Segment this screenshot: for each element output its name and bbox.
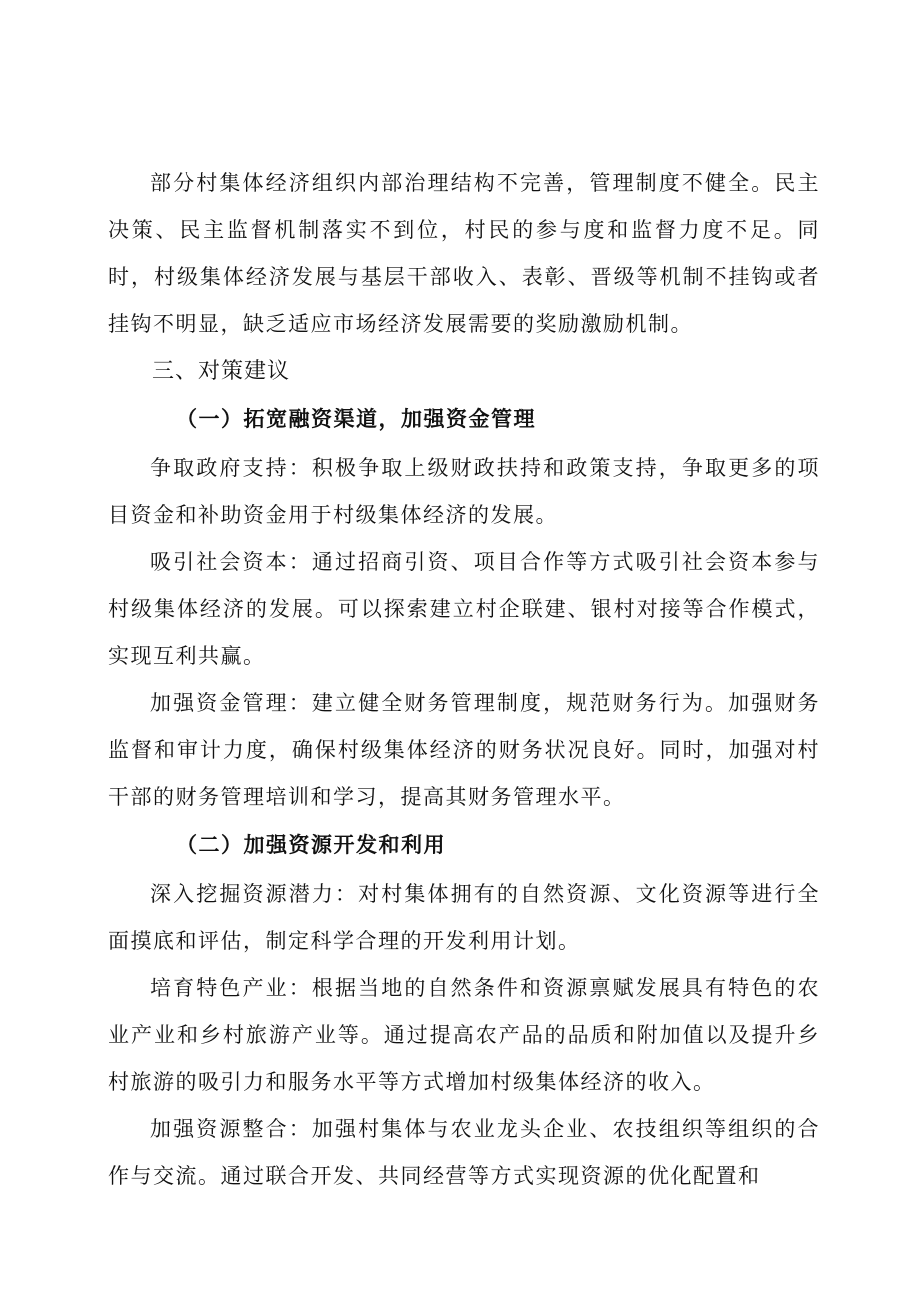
section-heading-countermeasures: 三、对策建议 <box>152 359 291 384</box>
paragraph-featured-industry: 培育特色产业：根据当地的自然条件和资源禀赋发展具有特色的农业产业和乡村旅游产业等。通过提高农产品的品质和附加值以及提升乡村旅游的吸引力和服务水平等方式增加村级集体经济的收入。 <box>108 976 820 1094</box>
paragraph-resource-potential: 深入挖掘资源潜力：对村集体拥有的自然资源、文化资源等进行全面摸底和评估，制定科学合理的开发利用计划。 <box>108 882 820 953</box>
paragraph-fund-management: 加强资金管理：建立健全财务管理制度，规范财务行为。加强财务监督和审计力度，确保村级集体经济的财务状况良好。同时，加强对村干部的财务管理培训和学习，提高其财务管理水平。 <box>108 691 820 809</box>
intro-paragraph: 部分村集体经济组织内部治理结构不完善，管理制度不健全。民主决策、民主监督机制落实不到位，村民的参与度和监督力度不足。同时，村级集体经济发展与基层干部收入、表彰、晋级等机制不挂钩或者挂钩不明显，缺乏适应市场经济发展需要的奖励激励机制。 <box>108 171 820 336</box>
paragraph-resource-integration: 加强资源整合：加强村集体与农业龙头企业、农技组织等组织的合作与交流。通过联合开发、共同经营等方式实现资源的优化配置和 <box>108 1117 820 1188</box>
paragraph-government-support: 争取政府支持：积极争取上级财政扶持和政策支持，争取更多的项目资金和补助资金用于村级集体经济的发展。 <box>108 456 820 527</box>
subsection-heading-resources: （二）加强资源开发和利用 <box>176 832 446 857</box>
paragraph-social-capital: 吸引社会资本：通过招商引资、项目合作等方式吸引社会资本参与村级集体经济的发展。可以探索建立村企联建、银村对接等合作模式，实现互利共赢。 <box>108 550 820 668</box>
subsection-heading-financing: （一）拓宽融资渠道，加强资金管理 <box>176 406 536 431</box>
document-body <box>108 160 820 1200</box>
